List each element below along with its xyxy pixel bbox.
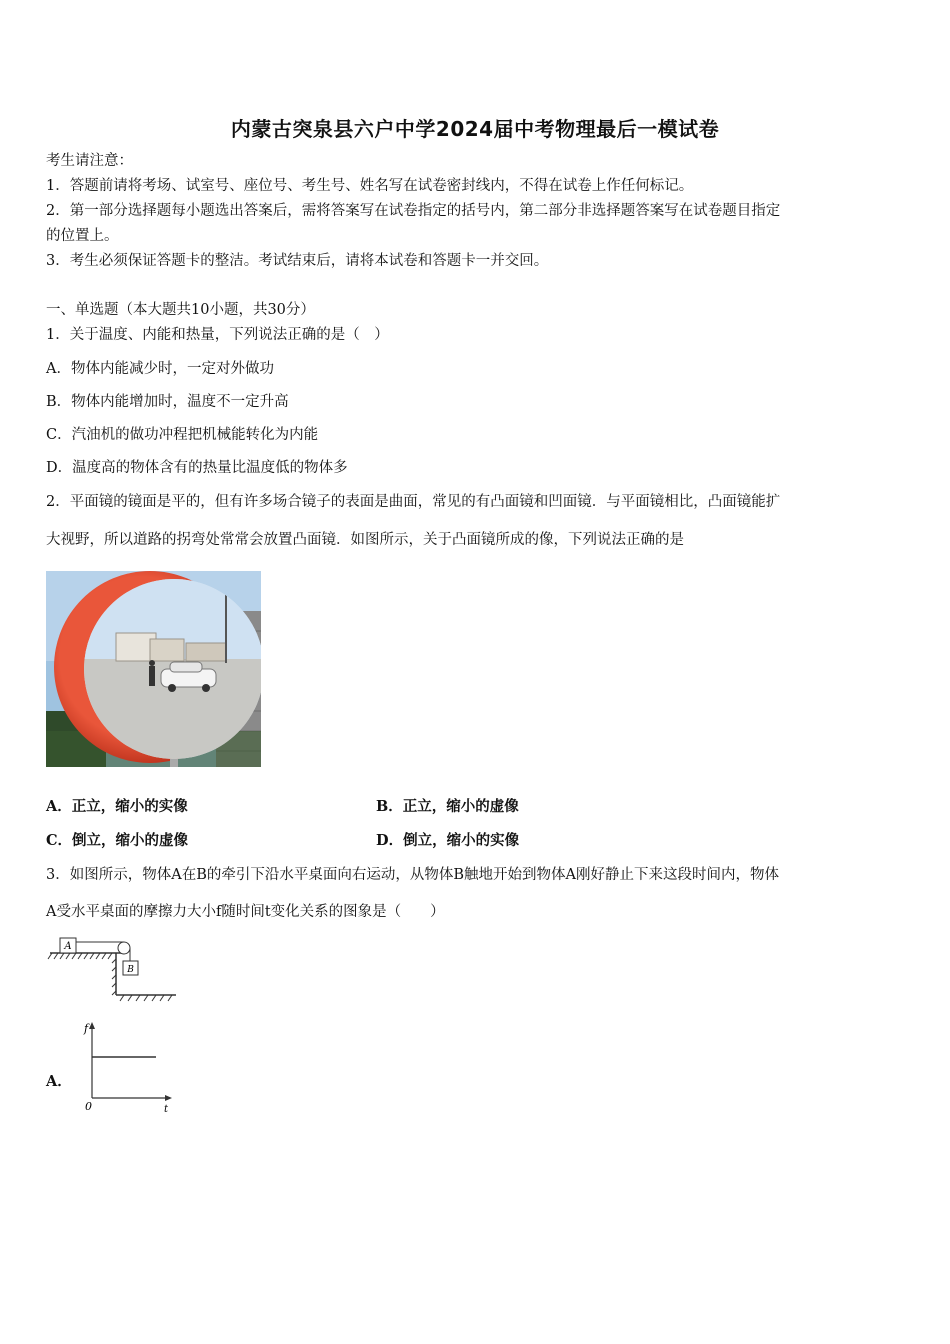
graph-origin-label: 0: [85, 1100, 92, 1113]
q2-stem-line1: 2．平面镜的镜面是平的，但有许多场合镜子的表面是曲面，常见的有凸面镜和凹面镜．与平面镜相比，凸面镜能扩: [46, 494, 781, 510]
q2-option-a: A．正立，缩小的实像: [46, 798, 188, 815]
page-title: 内蒙古突泉县六户中学2024届中考物理最后一模试卷: [230, 117, 720, 141]
q3-stem-line2: A受水平桌面的摩擦力大小f随时间t变化关系的图象是（ ）: [46, 904, 445, 920]
pulley-figure: [46, 933, 181, 1005]
block-b-label: B: [127, 965, 134, 975]
q1-stem: 1．关于温度、内能和热量，下列说法正确的是（ ）: [46, 327, 389, 343]
q3-option-a-label: A．: [46, 1073, 72, 1090]
graph-x-label: t: [164, 1104, 169, 1113]
q1-option-b: B．物体内能增加时，温度不一定升高: [46, 394, 289, 410]
block-a-label: A: [64, 941, 72, 952]
q3-stem-line1: 3．如图所示，物体A在B的牵引下沿水平桌面向右运动，从物体B触地开始到物体A刚好静止下来这段时间内，物体: [46, 867, 779, 883]
q2-option-b: B．正立，缩小的虚像: [376, 798, 519, 815]
q3-option-a-graph: [76, 1018, 176, 1113]
notice-item-3: 3．考生必须保证答题卡的整洁。考试结束后，请将本试卷和答题卡一并交回。: [46, 253, 549, 269]
q2-option-d: D．倒立，缩小的实像: [376, 832, 520, 849]
q1-option-a: A．物体内能减少时，一定对外做功: [46, 361, 274, 377]
notice-heading: 考生请注意：: [46, 153, 133, 169]
notice-item-2-cont: 的位置上。: [46, 228, 119, 244]
notice-item-2: 2．第一部分选择题每小题选出答案后，需将答案写在试卷指定的括号内，第二部分非选择题答案写在试卷题目指定: [46, 203, 781, 219]
q1-option-d: D．温度高的物体含有的热量比温度低的物体多: [46, 460, 348, 476]
q1-option-c: C．汽油机的做功冲程把机械能转化为内能: [46, 427, 319, 443]
notice-item-1: 1．答题前请将考场、试室号、座位号、考生号、姓名写在试卷密封线内，不得在试卷上作任何标记。: [46, 178, 694, 194]
section-heading: 一、单选题（本大题共10小题，共30分）: [46, 302, 315, 318]
q2-stem-line2: 大视野，所以道路的拐弯处常常会放置凸面镜．如图所示，关于凸面镜所成的像，下列说法正确的是: [46, 532, 684, 548]
q2-option-c: C．倒立，缩小的虚像: [46, 832, 189, 849]
convex-mirror-photo: [46, 571, 261, 767]
graph-y-label: f: [84, 1022, 89, 1035]
